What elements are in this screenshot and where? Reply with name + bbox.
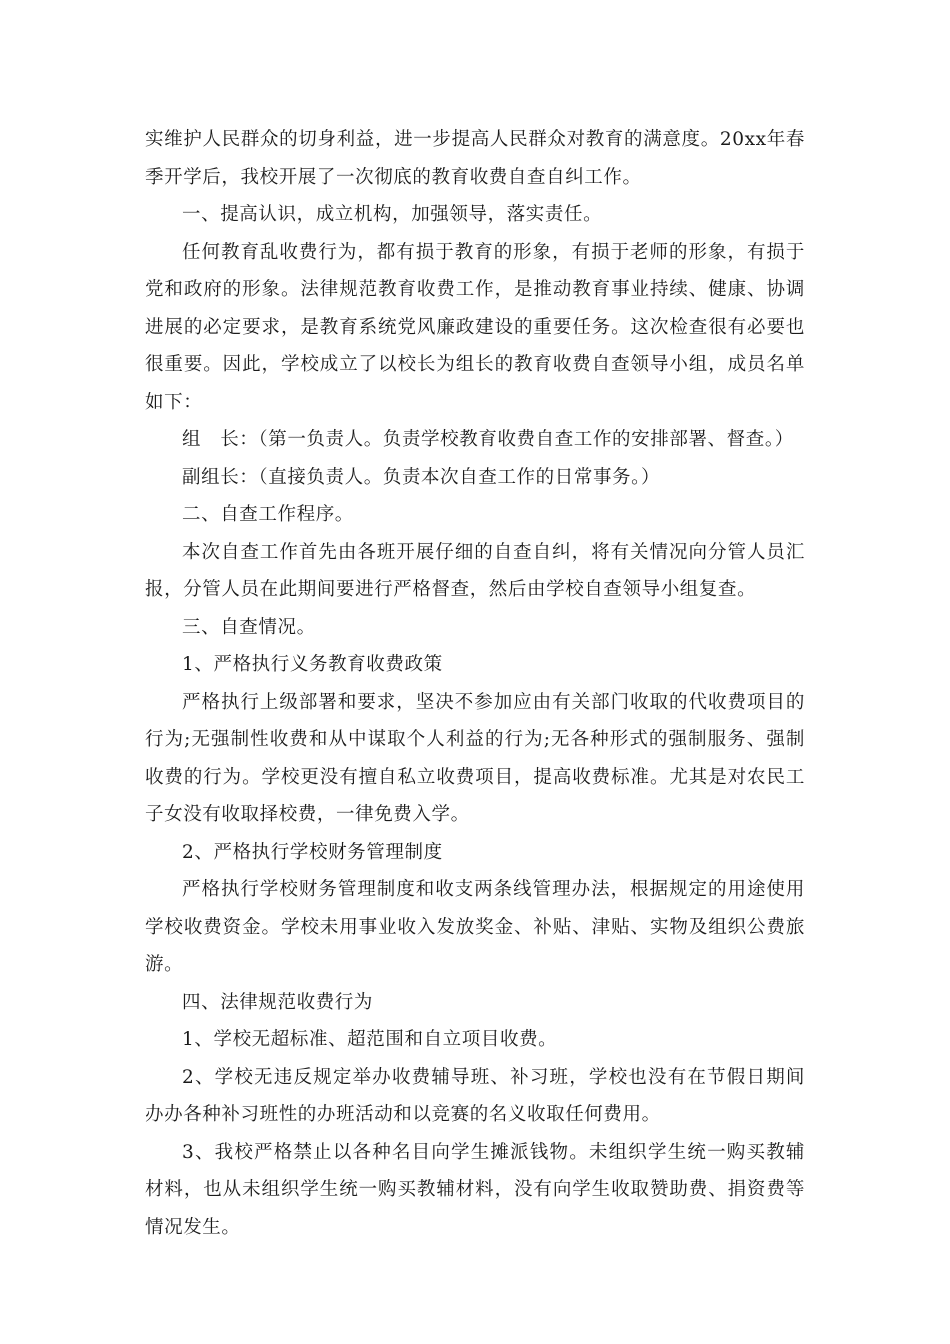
- heading-section-3: 三、自查情况。: [182, 616, 316, 638]
- paragraph-3-2: 严格执行学校财务管理制度和收支两条线管理办法，根据规定的用途使用学校收费资金。学校未用事业收入发放奖金、补贴、津贴、实物及组织公费旅游。: [145, 879, 805, 975]
- paragraph-section-1: 任何教育乱收费行为，都有损于教育的形象，有损于老师的形象，有损于党和政府的形象。法律规范教育收费工作，是推动教育事业持续、健康、协调进展的必定要求，是教育系统党风廉政建设的重要任务。这次检查很有必要也很重要。因此，学校成立了以校长为组长的教育收费自查领导小组，成员名单如下：: [145, 241, 805, 413]
- paragraph-intro: 实维护人民群众的切身利益，进一步提高人民群众对教育的满意度。20xx年春季开学后，我校开展了一次彻底的教育收费自查自纠工作。: [145, 129, 805, 188]
- document-body: [145, 121, 805, 1246]
- heading-section-2: 二、自查工作程序。: [182, 504, 354, 525]
- item-4-3: 3、我校严格禁止以各种名目向学生摊派钱物。未组织学生统一购买教辅材料，也从未组织学生统一购买教辅材料，没有向学生收取赞助费、捐资费等情况发生。: [145, 1141, 805, 1238]
- member-deputy-leader: 副组长：（直接负责人。负责本次自查工作的日常事务。）: [182, 466, 661, 488]
- member-leader: 组 长：（第一负责人。负责学校教育收费自查工作的安排部署、督查。）: [182, 429, 794, 450]
- heading-section-4: 四、法律规范收费行为: [182, 991, 374, 1013]
- paragraph-section-2: 本次自查工作首先由各班开展仔细的自查自纠，将有关情况向分管人员汇报，分管人员在此期间要进行严格督查，然后由学校自查领导小组复查。: [145, 541, 805, 600]
- item-4-1: 1、学校无超标准、超范围和自立项目收费。: [182, 1029, 558, 1050]
- paragraph-3-1: 严格执行上级部署和要求，坚决不参加应由有关部门收取的代收费项目的行为;无强制性收费和从中谋取个人利益的行为;无各种形式的强制服务、强制收费的行为。学校更没有擅自私立收费项目，提高收费标准。尤其是对农民工子女没有收取择校费，一律免费入学。: [145, 691, 805, 825]
- item-4-2: 2、学校无违反规定举办收费辅导班、补习班，学校也没有在节假日期间办办各种补习班性的办班活动和以竞赛的名义收取任何费用。: [145, 1066, 805, 1125]
- subheading-3-2: 2、严格执行学校财务管理制度: [182, 841, 443, 863]
- subheading-3-1: 1、严格执行义务教育收费政策: [182, 654, 443, 675]
- heading-section-1: 一、提高认识，成立机构，加强领导，落实责任。: [182, 204, 603, 225]
